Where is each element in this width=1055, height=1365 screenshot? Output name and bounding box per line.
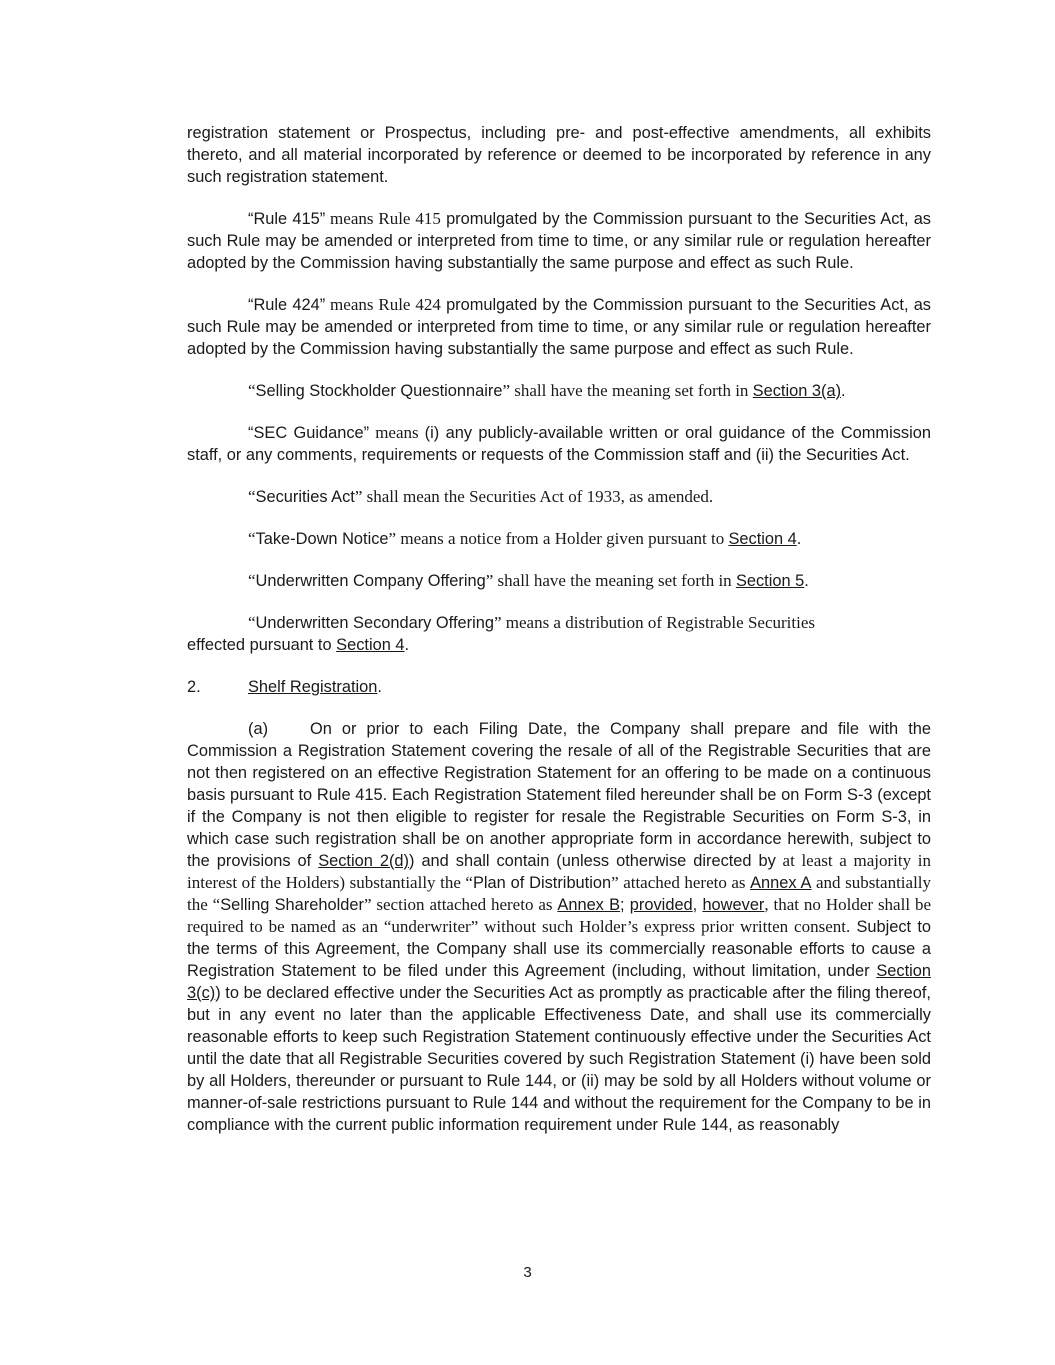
quote-open: “ — [248, 571, 256, 590]
definition-body-line2: effected pursuant to — [187, 636, 337, 654]
definition-body: (i) any publicly-available written or oral guidance of the Commission staff, or any comments, requirements or requests of the Commission staff and (ii) the Securities Act. — [187, 424, 931, 464]
annex-b-reference: Annex B — [557, 896, 621, 914]
period: . — [804, 572, 809, 590]
definition-rule-424 — [187, 294, 931, 360]
definition-body: promulgated by the Commission pursuant to the Securities Act, as such Rule may be amended or interpreted from time to time, or any similar rule or regulation hereafter adopted by the Commission having substantially the same purpose and effect as such Rule. — [187, 296, 932, 358]
definition-selling-stockholder-questionnaire — [187, 380, 931, 402]
period: . — [796, 530, 802, 548]
quote-open: “ — [248, 529, 256, 548]
section-3a-reference: Section 3(a) — [752, 382, 842, 400]
paragraph-text-serif: , that no Holder shall be required to be named as an “underwriter” without such Holder’s express prior written consent. — [187, 895, 931, 936]
quote-open: “ — [248, 487, 256, 506]
defined-term: Securities Act — [255, 488, 355, 506]
defined-term: Underwritten Secondary Offering — [255, 614, 494, 632]
paragraph-registration-statement: registration statement or Prospectus, including pre- and post-effective amendments, all exhibits thereto, and all material incorporated by reference or deemed to be incorporated by reference in any such registration statement. — [187, 124, 931, 186]
period: . — [841, 382, 846, 400]
defined-term: Take-Down Notice — [255, 530, 389, 548]
paragraph-text: ; — [620, 896, 630, 914]
section-title: Shelf Registration — [248, 678, 378, 696]
section-4-reference: Section 4 — [728, 530, 797, 548]
paragraph-2a — [187, 718, 931, 1136]
period: . — [404, 636, 410, 654]
defined-term: “Rule 424” — [248, 296, 326, 314]
definition-body: ” means a notice from a Holder given pursuant to — [388, 529, 729, 548]
section-3c-reference: Section 3(c) — [187, 962, 931, 1002]
definition-take-down-notice — [187, 528, 931, 550]
definition-connector: means Rule 424 — [325, 295, 441, 314]
definition-sec-guidance — [187, 422, 931, 466]
provided-term: provided — [629, 896, 693, 914]
paragraph-text: ) to be declared effective under the Securities Act as promptly as practicable after the filing thereof, but in any event no later than the applicable Effectiveness Date, and shall use its commercially reasonable efforts to keep such Registration Statement continuously effective under the Securities Act until the date that all Registrable Securities covered by such Registration Statement (i) have been sold by all Holders, thereunder or pursuant to Rule 144, or (ii) may be sold by all Holders without volume or manner-of-sale restrictions pursuant to Rule 144 and without the requirement for the Company to be in compliance with the current public information requirement under Rule 144, as reasonably — [187, 984, 931, 1134]
definition-connector: means Rule 415 — [325, 209, 441, 228]
definition-rule-415 — [187, 208, 931, 274]
plan-of-distribution-term: Plan of Distribution — [472, 874, 612, 892]
definition-underwritten-company-offering — [187, 570, 931, 592]
defined-term: Selling Stockholder Questionnaire — [255, 382, 503, 400]
definition-securities-act — [187, 486, 931, 508]
paragraph-text-serif: ” section attached hereto as — [363, 895, 558, 914]
definition-underwritten-secondary-offering — [187, 612, 931, 656]
section-2d-reference: Section 2(d) — [318, 852, 409, 870]
section-number: 2. — [187, 678, 201, 696]
section-5-reference: Section 5 — [735, 572, 805, 590]
defined-term: Underwritten Company Offering — [255, 572, 486, 590]
paragraph-text: ) and shall contain (unless otherwise directed by — [409, 852, 776, 870]
annex-a-reference: Annex A — [750, 874, 812, 892]
definition-body: promulgated by the Commission pursuant to the Securities Act, as such Rule may be amended or interpreted from time to time, or any similar rule or regulation hereafter adopted by the Commission having substantially the same purpose and effect as such Rule. — [187, 210, 932, 272]
section-4-reference: Section 4 — [336, 636, 405, 654]
section-2-heading — [187, 676, 931, 698]
paragraph-text-serif: ” attached hereto as — [611, 873, 751, 892]
defined-term: “Rule 415” — [248, 210, 326, 228]
defined-term: “SEC Guidance” — [248, 424, 370, 442]
definition-body: ” shall have the meaning set forth in — [485, 571, 736, 590]
definition-connector: means — [369, 423, 425, 442]
quote-open: “ — [248, 381, 256, 400]
definition-body: ” shall mean the Securities Act of 1933, as amended. — [354, 487, 714, 506]
paragraph-text: Subject to the terms of this Agreement, the Company shall use its commercially reasonable efforts to cause a Registration Statement to be filed under this Agreement (including, without limitation, under — [187, 918, 931, 980]
period: . — [377, 678, 382, 696]
definition-body: ” shall have the meaning set forth in — [502, 381, 753, 400]
subsection-label: (a) — [248, 720, 269, 738]
paragraph-text-serif: and substantially the “ — [187, 873, 932, 914]
paragraph-text: On or prior to each Filing Date, the Company shall prepare and file with the Commission a Registration Statement covering the resale of all of the Registrable Securities that are not then registered on an effective Registration Statement for an offering to be made on a continuous basis pursuant to Rule 415. Each Registration Statement filed hereunder shall be on Form S-3 (except if the Company is not then eligible to register for resale the Registrable Securities on Form S-3, in which case such registration shall be on another appropriate form in accordance herewith, subject to the provisions of — [187, 720, 931, 870]
document-page — [187, 122, 931, 1156]
however-term: however — [702, 896, 765, 914]
page-number: 3 — [523, 1264, 532, 1281]
paragraph-text: , — [692, 896, 703, 914]
paragraph-text-serif: at least a majority in interest of the Holders) substantially the “ — [187, 851, 932, 892]
selling-shareholder-term: Selling Shareholder — [220, 896, 364, 914]
quote-open: “ — [248, 613, 256, 632]
definition-body: ” means a distribution of Registrable Securities — [493, 613, 815, 632]
